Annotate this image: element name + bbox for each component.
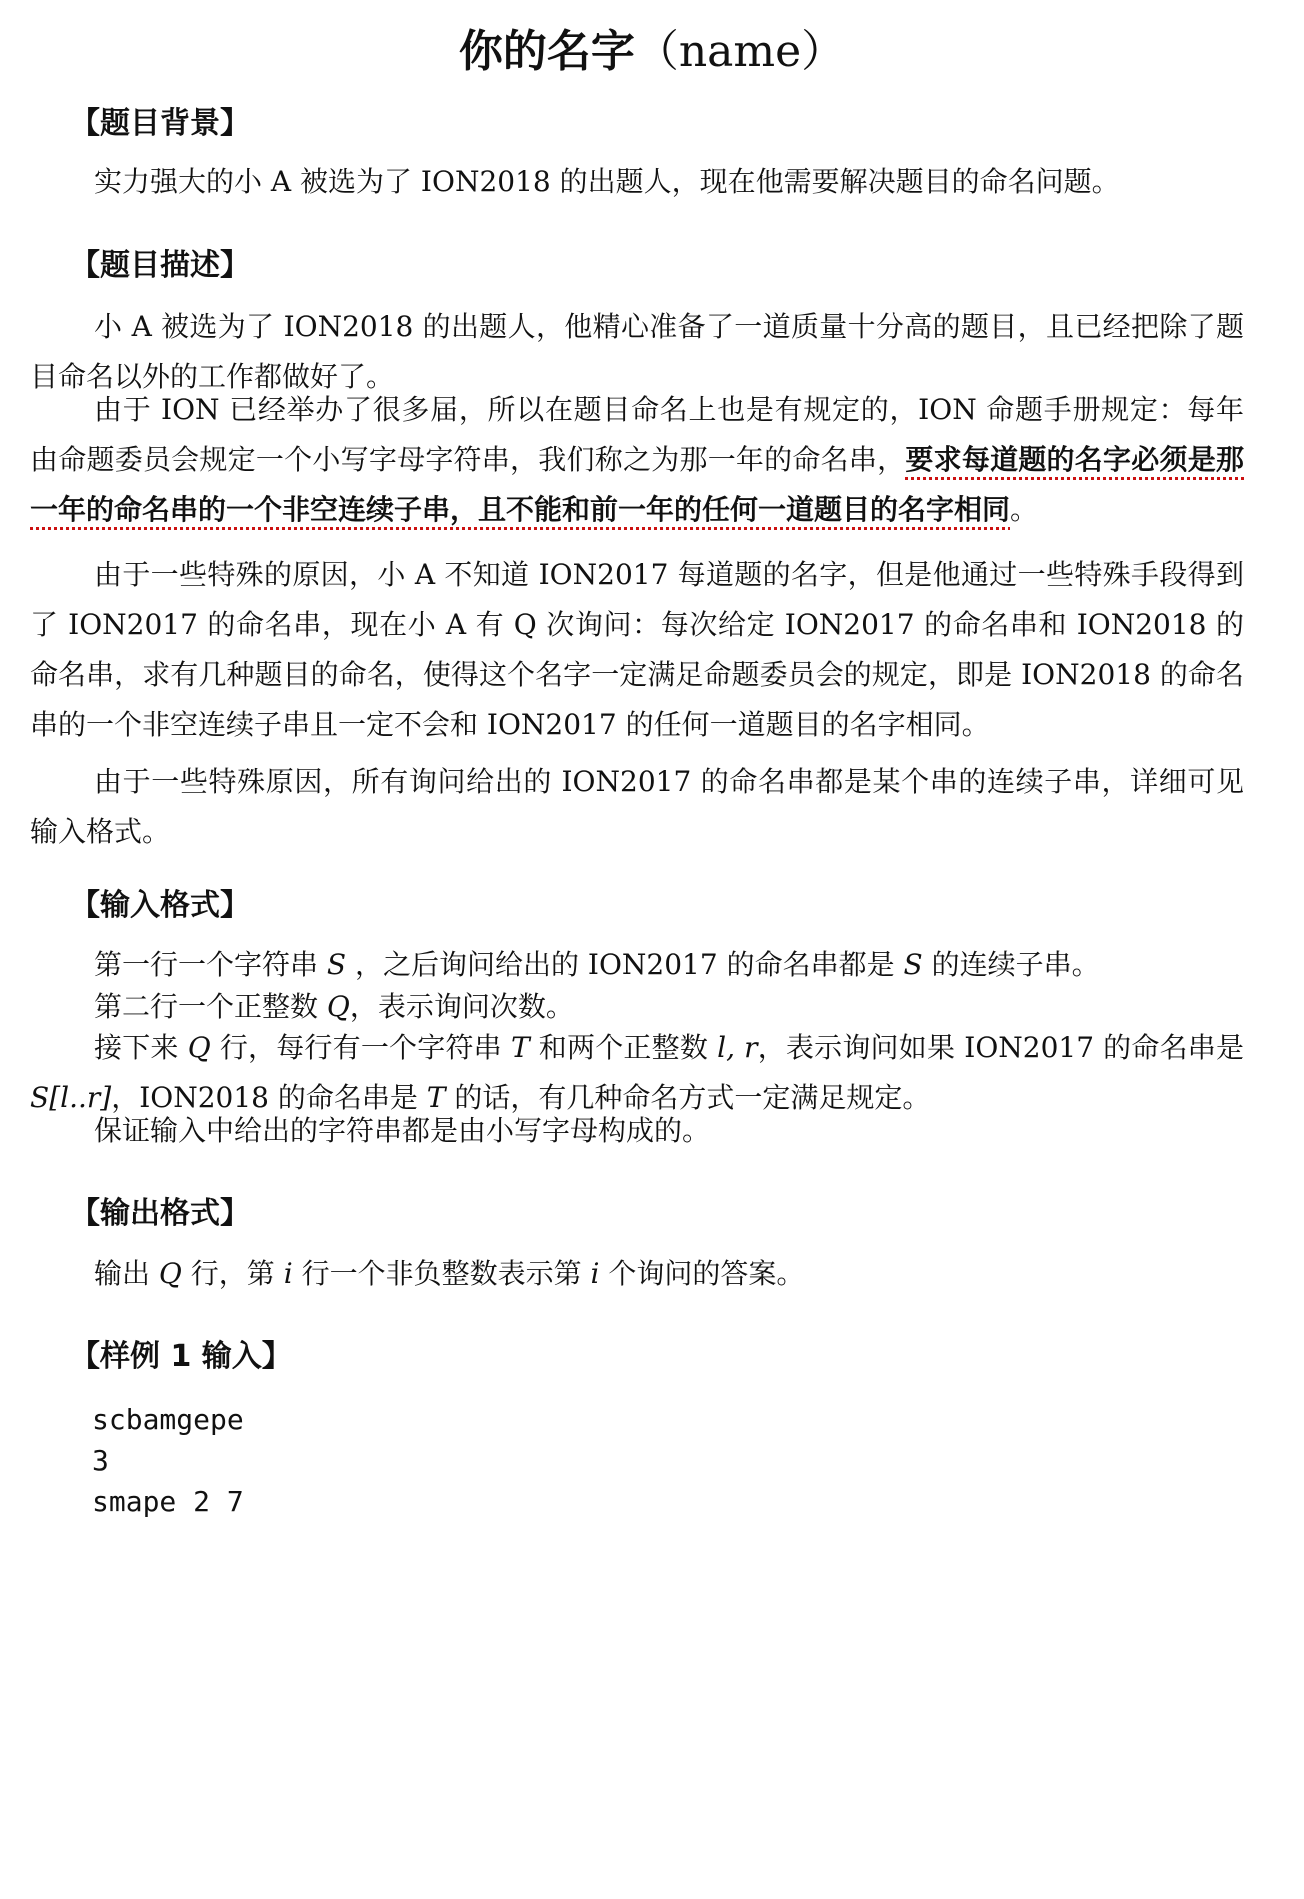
description-paragraph-3: 由于一些特殊的原因，小 A 不知道 ION2017 每道题的名字，但是他通过一些特殊手段得到了 ION2017 的命名串，现在小 A 有 Q 次询问：每次给定 ION2017 的命名串和 ION2018 的命名串，求有几种题目的命名，使得这个名字一定满足命题委员会的规定，即是 ION2018 的命名串的一个非空连续子串且一定不会和 ION2017 的任何一道题目的名字相同。 xyxy=(30,558,1244,741)
math-var-s: S xyxy=(30,1081,50,1114)
input-p1-text-b: ，之后询问给出的 ION2017 的命名串都是 xyxy=(355,948,895,981)
input-p2-text-a: 第二行一个正整数 xyxy=(94,990,319,1023)
output-p1-text-c: 行一个非负整数表示第 xyxy=(301,1257,582,1290)
sample-1-line-3: smape 2 7 xyxy=(92,1485,244,1518)
math-var-t: T xyxy=(511,1031,530,1064)
math-var-i: i xyxy=(283,1257,293,1290)
input-p3-text-c: 和两个正整数 xyxy=(538,1031,709,1064)
description-heading: 【题目描述】 xyxy=(70,248,250,283)
math-var-s: S xyxy=(326,948,347,981)
math-var-t: T xyxy=(426,1081,446,1114)
math-var-q: Q xyxy=(326,990,350,1023)
output-p1-text-a: 输出 xyxy=(94,1257,151,1290)
input-p3-text-b: 行，每行有一个字符串 xyxy=(219,1031,502,1064)
background-paragraph: 实力强大的小 A 被选为了 ION2018 的出题人，现在他需要解决题目的命名问题。 xyxy=(94,165,1120,198)
input-p1-text-c: 的连续子串。 xyxy=(931,948,1100,981)
description-p2-end: 。 xyxy=(1010,493,1039,526)
background-heading: 【题目背景】 xyxy=(70,106,250,141)
output-heading: 【输出格式】 xyxy=(70,1196,250,1231)
math-var-q: Q xyxy=(158,1257,182,1290)
output-p1-text-d: 个询问的答案。 xyxy=(608,1257,805,1290)
page-title-main: 你的名字 xyxy=(458,26,635,77)
math-var-s: S xyxy=(903,948,923,981)
page-title xyxy=(0,22,1304,82)
input-heading: 【输入格式】 xyxy=(70,888,250,923)
math-var-i: i xyxy=(590,1257,600,1290)
math-range-l-r: [l..r] xyxy=(49,1081,112,1114)
input-p1-text-a: 第一行一个字符串 xyxy=(94,948,319,981)
description-paragraph-2 xyxy=(30,385,1244,535)
input-p3-text-a: 接下来 xyxy=(94,1031,179,1064)
output-p1-text-b: 行，第 xyxy=(190,1257,275,1290)
sample-1-line-1: scbamgepe xyxy=(92,1403,244,1436)
sample-1-input-heading: 【样例 1 输入】 xyxy=(70,1339,292,1374)
input-p2-text-b: ，表示询问次数。 xyxy=(349,990,574,1023)
input-p3-text-d: ，表示询问如果 ION2017 的命名串是 xyxy=(757,1031,1244,1064)
math-var-q: Q xyxy=(187,1031,211,1064)
input-paragraph-4: 保证输入中给出的字符串都是由小写字母构成的。 xyxy=(94,1114,711,1147)
math-var-l-r: l, r xyxy=(717,1031,758,1064)
description-p2-plain: 由于 ION 已经举办了很多届，所以在题目命名上也是有规定的，ION 命题手册规定：每年由命题委员会规定一个小写字母字符串，我们称之为那一年的命名串， xyxy=(30,393,1244,476)
sample-1-line-2: 3 xyxy=(92,1444,109,1477)
output-paragraph-1 xyxy=(30,1249,1244,1299)
input-p3-text-e: ，ION2018 的命名串是 xyxy=(111,1081,418,1114)
description-paragraph-1: 小 A 被选为了 ION2018 的出题人，他精心准备了一道质量十分高的题目，且已经把除了题目命名以外的工作都做好了。 xyxy=(30,310,1244,393)
description-paragraph-4: 由于一些特殊原因，所有询问给出的 ION2017 的命名串都是某个串的连续子串，详细可见输入格式。 xyxy=(30,765,1244,848)
page-title-paren: （name） xyxy=(634,26,846,77)
input-p3-text-f: 的话，有几种命名方式一定满足规定。 xyxy=(454,1081,931,1114)
description-p2-emphasis: 要求每道题的名字必须是那一年的命名串的一个非空连续子串，且不能和前一年的任何一道题目的名字相同 xyxy=(30,443,1244,526)
